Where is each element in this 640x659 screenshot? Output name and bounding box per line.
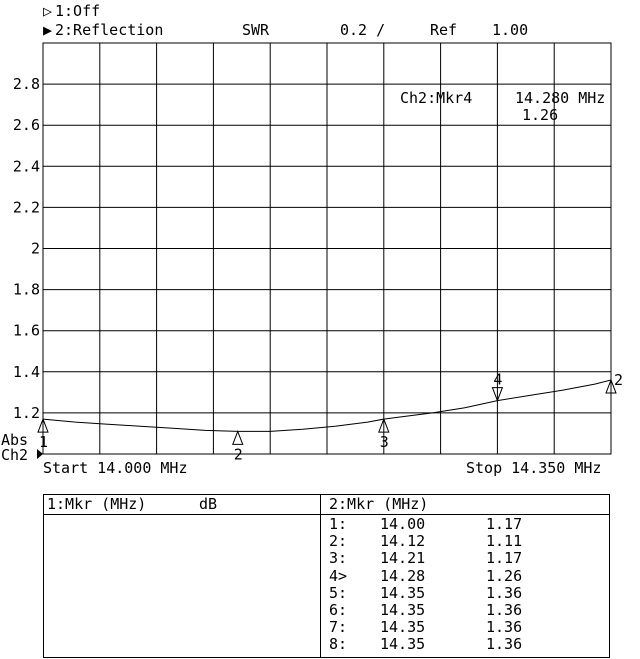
- y-tick-label: 1.8: [12, 280, 40, 299]
- marker-row-freq: 14.35: [380, 601, 426, 619]
- marker-label: 2: [233, 445, 243, 464]
- y-tick-label: 1.4: [12, 362, 40, 381]
- marker-row-freq: 14.35: [380, 635, 426, 654]
- marker-row-freq: 14.00: [380, 515, 426, 533]
- marker-row-val: 1.17: [486, 549, 523, 568]
- marker-row-idx: 4>: [329, 566, 348, 585]
- marker-layer: [38, 371, 623, 464]
- y-tick-label: 2.6: [12, 116, 40, 135]
- y-tick-label: 2.8: [12, 75, 40, 94]
- marker-row-val: 1.36: [486, 601, 523, 619]
- marker-row-idx: 3:: [329, 549, 348, 568]
- marker-row-idx: 7:: [329, 618, 348, 637]
- marker-label: 2: [614, 371, 624, 390]
- y-tick-labels: [13, 75, 40, 422]
- y-tick-label: 2.4: [12, 157, 40, 176]
- marker-row-val: 1.11: [486, 532, 523, 551]
- marker-row-val: 1.17: [486, 515, 523, 533]
- y-tick-label: 1.6: [12, 321, 40, 340]
- start-frequency: Start 14.000 MHz: [43, 459, 188, 477]
- marker-row-val: 1.26: [486, 566, 523, 585]
- marker-table: [43, 494, 610, 658]
- marker-row-idx: 8:: [329, 635, 348, 654]
- marker-label: 4: [493, 370, 503, 389]
- marker-row-idx: 1:: [329, 515, 348, 533]
- marker-row-val: 1.36: [486, 635, 523, 654]
- format-label: SWR: [242, 21, 270, 39]
- marker-row-idx: 5:: [329, 583, 348, 602]
- marker-row-freq: 14.35: [380, 583, 426, 602]
- marker-row-freq: 14.35: [380, 618, 426, 637]
- stop-frequency: Stop 14.350 MHz: [466, 459, 602, 477]
- ch2-label: Ch2: [1, 446, 29, 464]
- marker-row-freq: 14.28: [380, 566, 426, 585]
- table-header-rule: [44, 514, 609, 515]
- scale-label: 0.2 /: [340, 21, 386, 39]
- table-divider: [320, 495, 321, 657]
- ref-label: Ref: [430, 21, 458, 39]
- y-tick-label: 2.2: [12, 198, 40, 217]
- y-tick-label: 2: [30, 239, 40, 258]
- ch2-measurement: 2:Reflection: [55, 21, 164, 39]
- ch1-table-header: 1:Mkr (MHz): [47, 495, 147, 513]
- ref-value: 1.00: [492, 21, 529, 39]
- marker-readout-freq: 14.280 MHz: [515, 89, 606, 107]
- ch2-table-header: 2:Mkr (MHz): [329, 495, 429, 513]
- ch1-status: 1:Off: [55, 2, 101, 20]
- ch2-indicator: ▶: [43, 21, 53, 39]
- marker-label: 3: [379, 433, 389, 452]
- marker-row-freq: 14.21: [380, 549, 426, 568]
- ch1-table-unit: dB: [199, 495, 218, 513]
- marker-triangle-icon: [233, 431, 243, 444]
- marker-row-idx: 6:: [329, 601, 348, 619]
- marker-row-val: 1.36: [486, 618, 523, 637]
- abs-label: Abs: [1, 431, 29, 449]
- marker-row-val: 1.36: [486, 583, 523, 602]
- marker-row-freq: 14.12: [380, 532, 426, 551]
- marker-row-idx: 2:: [329, 532, 348, 551]
- marker-readout-label: Ch2:Mkr4: [400, 89, 473, 107]
- marker-readout-value: 1.26: [522, 106, 559, 124]
- marker-label: 1: [39, 433, 49, 452]
- ch1-indicator: ▷: [43, 2, 53, 20]
- y-tick-label: 1.2: [12, 403, 40, 422]
